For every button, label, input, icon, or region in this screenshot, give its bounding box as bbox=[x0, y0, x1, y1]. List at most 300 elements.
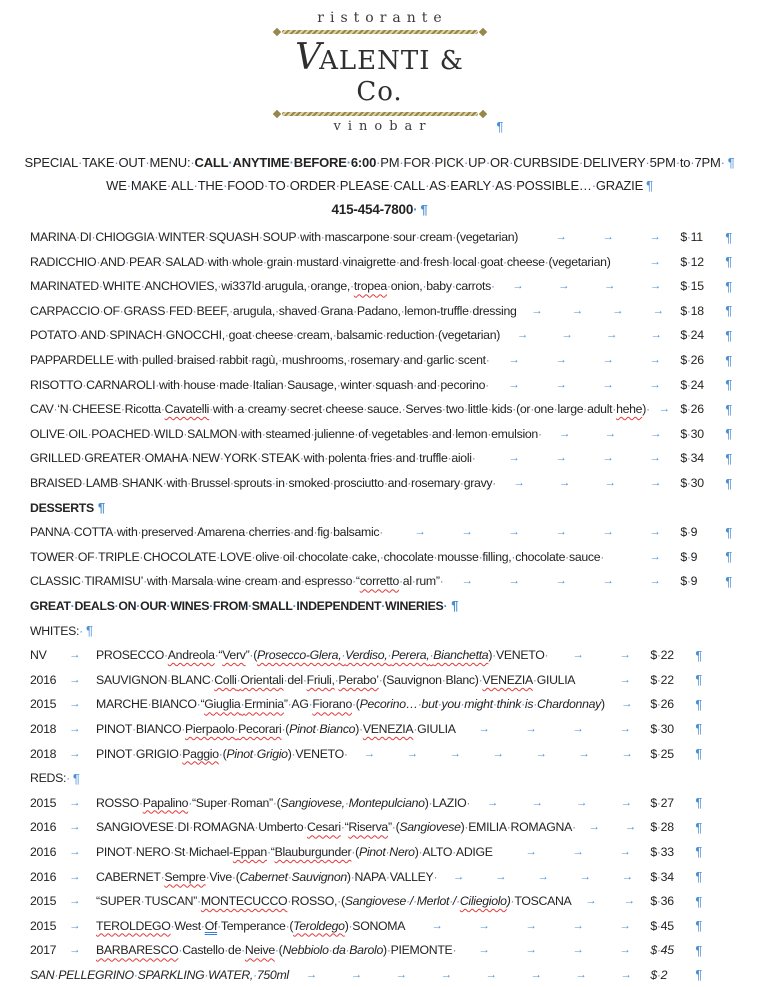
text-segment: ·( bbox=[352, 697, 360, 712]
text-segment: )·NAPA·VALLEY· bbox=[346, 869, 438, 884]
pilcrow-mark: ¶ bbox=[72, 770, 80, 786]
space-mark: · bbox=[228, 154, 233, 170]
menu-row bbox=[30, 790, 732, 815]
space-mark: · bbox=[340, 820, 345, 835]
space-mark: · bbox=[345, 943, 350, 958]
space-mark: · bbox=[80, 451, 85, 466]
space-mark: · bbox=[350, 869, 355, 884]
text-segment: ·Castello·de· bbox=[178, 943, 245, 958]
logo-vinobar-label: vinobar bbox=[333, 119, 433, 135]
space-mark: · bbox=[204, 967, 209, 982]
tab-mark: → bbox=[649, 280, 661, 293]
space-mark: · bbox=[166, 178, 172, 194]
text-segment: Prosecco-Glera,·Verdiso,·Perera,·Bianchetta bbox=[257, 648, 489, 663]
text-segment: ·GIULIA bbox=[532, 672, 576, 687]
space-mark: · bbox=[434, 328, 439, 343]
space-mark: · bbox=[492, 648, 496, 663]
text-segment: $·30 bbox=[680, 426, 704, 441]
text-segment: Paggio bbox=[182, 746, 219, 761]
tab-mark: → bbox=[530, 968, 542, 981]
space-mark: · bbox=[54, 967, 59, 982]
item-description bbox=[96, 796, 470, 810]
menu-row bbox=[30, 372, 732, 397]
text-segment: $·27 bbox=[650, 795, 674, 810]
space-mark: · bbox=[656, 795, 661, 810]
text-segment: REDS:· bbox=[30, 771, 70, 786]
text-segment: ·( bbox=[281, 721, 290, 736]
text-segment: Sangiovese bbox=[399, 820, 461, 835]
space-mark: · bbox=[492, 476, 497, 491]
text-segment: ·TOSCANA bbox=[510, 894, 572, 909]
menu-row bbox=[30, 692, 732, 717]
space-mark: · bbox=[299, 451, 304, 466]
item-description bbox=[30, 550, 604, 564]
item-description bbox=[30, 574, 443, 588]
text-segment: ”·AG· bbox=[283, 697, 313, 712]
item-description bbox=[96, 648, 548, 662]
space-mark: · bbox=[313, 525, 318, 540]
menu-row bbox=[30, 422, 732, 447]
text-segment: Teroldego bbox=[293, 918, 345, 933]
space-mark: · bbox=[415, 451, 420, 466]
vintage-year: 2016 bbox=[30, 820, 57, 835]
text-segment: $·34 bbox=[680, 451, 704, 466]
space-mark: · bbox=[429, 648, 434, 663]
tab-mark: → bbox=[555, 575, 567, 588]
text-segment: CARPACCIO·OF·GRASS·FED·BEEF,·arugula,·shaved·Grana·Padano,·lemon-truffle·dressing bbox=[30, 303, 517, 318]
space-mark: · bbox=[459, 476, 464, 491]
menu-document bbox=[0, 10, 759, 983]
text-segment: corretto bbox=[359, 574, 399, 589]
space-mark: · bbox=[503, 254, 507, 269]
space-mark: · bbox=[113, 525, 117, 540]
space-mark: · bbox=[720, 154, 725, 170]
space-mark: · bbox=[490, 178, 496, 194]
space-mark: · bbox=[136, 598, 141, 613]
menu-row bbox=[30, 840, 732, 865]
space-mark: · bbox=[178, 746, 183, 761]
space-mark: · bbox=[537, 426, 542, 441]
text-segment: Sangiovese,·Montepulciano bbox=[280, 795, 425, 810]
space-mark: · bbox=[224, 943, 229, 958]
space-mark: · bbox=[120, 402, 125, 417]
menu-row bbox=[30, 397, 732, 422]
space-mark: · bbox=[686, 426, 691, 441]
item-price bbox=[678, 451, 722, 465]
text-segment: $·26 bbox=[680, 353, 704, 368]
text-segment: GREAT·DEALS·ON·OUR·WINES·FROM·SMALL·INDEPENDENT·WINERIES· bbox=[30, 598, 448, 613]
space-mark: · bbox=[170, 918, 175, 933]
space-mark: · bbox=[173, 353, 177, 368]
space-mark: · bbox=[686, 328, 691, 343]
item-description bbox=[30, 378, 489, 392]
text-segment: TEROLDEGO bbox=[96, 918, 171, 933]
pilcrow-mark: ¶ bbox=[725, 524, 732, 540]
space-mark: · bbox=[686, 451, 691, 466]
section-heading bbox=[30, 495, 732, 520]
space-mark: · bbox=[289, 154, 294, 170]
tab-mark: → bbox=[558, 477, 570, 490]
text-segment: ·( bbox=[351, 844, 359, 859]
tab-mark: → bbox=[555, 354, 567, 367]
pilcrow-mark: ¶ bbox=[695, 918, 702, 934]
pilcrow-mark: ¶ bbox=[725, 573, 732, 589]
text-segment: ) bbox=[488, 648, 493, 663]
menu-row bbox=[30, 815, 732, 840]
tab-mark: → bbox=[478, 919, 490, 932]
space-mark: · bbox=[389, 230, 394, 245]
tab-mark: → bbox=[561, 329, 573, 342]
item-price bbox=[648, 894, 692, 908]
text-segment: Pierpaolo·Pecorari bbox=[185, 721, 282, 736]
text-segment: Neive bbox=[244, 943, 275, 958]
space-mark: · bbox=[187, 476, 191, 491]
space-mark: · bbox=[328, 943, 333, 958]
tab-mark: → bbox=[525, 722, 537, 735]
item-description bbox=[30, 427, 542, 441]
space-mark: · bbox=[209, 598, 213, 613]
space-mark: · bbox=[125, 254, 129, 269]
tab-mark: → bbox=[558, 280, 570, 293]
item-price bbox=[648, 673, 692, 687]
menu-row bbox=[30, 864, 732, 889]
menu-row bbox=[30, 274, 732, 299]
item-price bbox=[648, 747, 692, 761]
space-mark: · bbox=[371, 377, 376, 392]
text-segment: ”·( bbox=[245, 648, 257, 663]
tab-mark: → bbox=[531, 796, 543, 809]
space-mark: · bbox=[344, 795, 349, 810]
tab-mark: → bbox=[395, 968, 407, 981]
tab-mark: → bbox=[555, 378, 567, 391]
space-mark: · bbox=[192, 303, 197, 318]
item-description bbox=[96, 673, 575, 687]
space-mark: · bbox=[565, 549, 569, 564]
pilcrow-mark: ¶ bbox=[695, 795, 702, 811]
space-mark: · bbox=[143, 574, 147, 589]
space-mark: · bbox=[656, 844, 661, 859]
text-segment: ·GIULIA bbox=[413, 721, 456, 736]
tab-mark: → bbox=[649, 231, 661, 244]
tab-mark: → bbox=[555, 452, 567, 465]
tab-stops bbox=[383, 526, 678, 538]
space-mark: · bbox=[247, 598, 252, 613]
space-mark: · bbox=[335, 178, 340, 194]
text-segment: 415-454-7800· bbox=[331, 201, 418, 217]
space-mark: · bbox=[506, 820, 511, 835]
text-segment: Pecorino…·but·you·might·think·is·Chardonnay bbox=[359, 697, 601, 712]
tab-mark: → bbox=[621, 870, 633, 883]
text-segment: Of bbox=[204, 918, 218, 933]
space-mark: · bbox=[485, 154, 490, 170]
space-mark: · bbox=[205, 869, 210, 884]
space-mark: · bbox=[302, 672, 307, 687]
text-segment: $·45 bbox=[650, 943, 674, 958]
pilcrow-mark: ¶ bbox=[695, 869, 702, 885]
space-mark: · bbox=[690, 154, 695, 170]
space-mark: · bbox=[138, 795, 143, 810]
pilcrow-mark: ¶ bbox=[725, 278, 732, 294]
space-mark: · bbox=[306, 279, 311, 294]
space-mark: · bbox=[69, 525, 74, 540]
space-mark: · bbox=[399, 154, 404, 170]
item-price bbox=[678, 427, 722, 441]
pilcrow-mark: ¶ bbox=[420, 201, 428, 217]
pilcrow-mark: ¶ bbox=[451, 598, 459, 614]
text-segment: Perabo’ bbox=[338, 672, 379, 687]
space-mark: · bbox=[656, 746, 661, 761]
tab-mark: → bbox=[440, 968, 452, 981]
tab-mark: → bbox=[69, 698, 81, 711]
space-mark: · bbox=[451, 279, 456, 294]
space-mark: · bbox=[512, 178, 517, 194]
space-mark: · bbox=[105, 328, 110, 343]
item-price bbox=[678, 402, 722, 416]
pilcrow-mark: ¶ bbox=[695, 819, 702, 835]
text-segment: SPECIAL·TAKE·OUT·MENU:· bbox=[24, 154, 195, 170]
space-mark: · bbox=[348, 549, 352, 564]
vintage-year: NV bbox=[30, 648, 47, 663]
text-segment: $·9 bbox=[680, 549, 698, 564]
space-mark: · bbox=[379, 549, 384, 564]
space-mark: · bbox=[417, 697, 422, 712]
text-segment: Nebbiolo·da·Barolo bbox=[282, 943, 384, 958]
space-mark: · bbox=[227, 795, 231, 810]
space-mark: · bbox=[181, 721, 186, 736]
text-segment: ·with·a·creamy·secret·cheese·sauce.·Serves·two·little·kids·(or·one·large·adult· bbox=[209, 402, 617, 417]
space-mark: · bbox=[389, 178, 394, 194]
tab-mark: → bbox=[603, 280, 616, 293]
item-price bbox=[648, 870, 692, 884]
space-mark: · bbox=[197, 894, 201, 909]
space-mark: · bbox=[167, 672, 171, 687]
menu-body bbox=[0, 221, 759, 987]
space-mark: · bbox=[418, 844, 423, 859]
space-mark: · bbox=[338, 254, 343, 269]
space-mark: · bbox=[163, 648, 168, 663]
space-mark: · bbox=[600, 549, 605, 564]
intro-line bbox=[0, 150, 759, 174]
text-segment: )·PIEMONTE· bbox=[383, 943, 457, 958]
section-heading bbox=[30, 766, 732, 791]
text-segment: Riserva bbox=[348, 820, 388, 835]
space-mark: · bbox=[533, 697, 537, 712]
space-mark: · bbox=[233, 402, 238, 417]
text-segment: SAUVIGNON·BLANC· bbox=[96, 672, 215, 687]
text-segment: ·“Super·Roman”·( bbox=[188, 795, 281, 810]
space-mark: · bbox=[490, 279, 495, 294]
space-mark: · bbox=[293, 328, 297, 343]
space-mark: · bbox=[400, 303, 405, 318]
space-mark: · bbox=[285, 918, 290, 933]
space-mark: · bbox=[223, 178, 228, 194]
tab-stops bbox=[605, 698, 649, 710]
space-mark: · bbox=[203, 254, 208, 269]
menu-row bbox=[30, 446, 732, 471]
space-mark: · bbox=[94, 549, 99, 564]
pilcrow-mark: ¶ bbox=[695, 647, 702, 663]
tab-mark: → bbox=[508, 526, 520, 539]
menu-row bbox=[30, 717, 732, 742]
space-mark: · bbox=[441, 672, 446, 687]
space-mark: · bbox=[274, 303, 279, 318]
space-mark: · bbox=[137, 525, 142, 540]
space-mark: · bbox=[140, 451, 145, 466]
item-price bbox=[678, 476, 722, 490]
space-mark: · bbox=[277, 574, 282, 589]
pilcrow-mark: ¶ bbox=[695, 967, 702, 983]
space-mark: · bbox=[428, 795, 433, 810]
pilcrow-mark: ¶ bbox=[695, 942, 702, 958]
tab-mark: → bbox=[575, 968, 587, 981]
menu-row bbox=[30, 938, 732, 963]
space-mark: · bbox=[251, 328, 256, 343]
text-segment: WE·MAKE·ALL·THE·FOOD·TO·ORDER·PLEASE·CALL·AS·EARLY·AS·POSSIBLE…·GRAZIE bbox=[106, 178, 644, 194]
tab-mark: → bbox=[508, 575, 520, 588]
space-mark: · bbox=[284, 476, 289, 491]
space-mark: · bbox=[487, 402, 492, 417]
space-mark: · bbox=[381, 598, 386, 613]
tab-mark: → bbox=[649, 378, 661, 391]
pilcrow-mark: ¶ bbox=[725, 426, 732, 442]
item-price bbox=[678, 378, 722, 392]
pilcrow-mark: ¶ bbox=[496, 119, 504, 135]
item-price bbox=[648, 796, 692, 810]
space-mark: · bbox=[385, 844, 390, 859]
text-segment: BARBARESCO bbox=[96, 943, 179, 958]
tab-stops bbox=[500, 329, 678, 341]
vintage-year: 2016 bbox=[30, 672, 57, 687]
space-mark: · bbox=[292, 254, 297, 269]
space-mark: · bbox=[215, 377, 220, 392]
space-mark: · bbox=[167, 574, 172, 589]
space-mark: · bbox=[464, 820, 469, 835]
space-mark: · bbox=[188, 795, 192, 810]
text-segment: $·2 bbox=[650, 967, 668, 982]
text-segment: $·12 bbox=[680, 254, 704, 269]
text-segment: $·45 bbox=[650, 918, 674, 933]
space-mark: · bbox=[228, 254, 233, 269]
space-mark: · bbox=[281, 721, 286, 736]
space-mark: · bbox=[460, 697, 465, 712]
item-description bbox=[96, 870, 437, 884]
tab-mark: → bbox=[508, 452, 520, 465]
space-mark: · bbox=[379, 525, 384, 540]
text-segment: CAV·‘N·CHEESE·Ricotta· bbox=[30, 402, 165, 417]
space-mark: · bbox=[512, 402, 517, 417]
space-mark: · bbox=[300, 574, 305, 589]
space-mark: · bbox=[261, 426, 266, 441]
text-segment: ”·( bbox=[387, 820, 400, 835]
space-mark: · bbox=[196, 697, 201, 712]
space-mark: · bbox=[91, 230, 96, 245]
space-mark: · bbox=[193, 178, 198, 194]
space-mark: · bbox=[415, 230, 420, 245]
space-mark: · bbox=[215, 353, 219, 368]
space-mark: · bbox=[258, 230, 263, 245]
text-segment: )· bbox=[642, 402, 650, 417]
text-segment: $·9 bbox=[680, 574, 698, 589]
tab-mark: → bbox=[649, 550, 661, 563]
intro-line bbox=[0, 174, 759, 198]
space-mark: · bbox=[287, 894, 292, 909]
brand-name-rest: ALENTI & Co. bbox=[319, 46, 464, 108]
space-mark: · bbox=[231, 869, 236, 884]
text-segment: ·( bbox=[218, 746, 227, 761]
space-mark: · bbox=[283, 672, 288, 687]
space-mark: · bbox=[204, 230, 209, 245]
space-mark: · bbox=[422, 279, 427, 294]
item-description bbox=[96, 845, 493, 859]
item-description bbox=[96, 943, 456, 957]
tab-mark: → bbox=[649, 427, 662, 440]
space-mark: · bbox=[464, 154, 469, 170]
restaurant-logo bbox=[274, 10, 504, 135]
text-segment: ·del· bbox=[283, 672, 307, 687]
space-mark: · bbox=[478, 672, 483, 687]
brand-initial: V bbox=[295, 37, 323, 78]
space-mark: · bbox=[188, 451, 192, 466]
menu-row bbox=[30, 667, 732, 692]
space-mark: · bbox=[162, 476, 167, 491]
space-mark: · bbox=[229, 303, 233, 318]
space-mark: · bbox=[399, 574, 403, 589]
space-mark: · bbox=[452, 943, 457, 958]
space-mark: · bbox=[686, 254, 691, 269]
text-segment: $·28 bbox=[650, 820, 674, 835]
space-mark: · bbox=[466, 795, 471, 810]
tab-mark: → bbox=[69, 722, 81, 735]
tab-mark: → bbox=[658, 403, 670, 416]
tab-mark: → bbox=[537, 870, 549, 883]
item-price bbox=[648, 845, 692, 859]
space-mark: · bbox=[439, 574, 444, 589]
space-mark: · bbox=[53, 402, 58, 417]
space-mark: · bbox=[411, 574, 416, 589]
text-segment: Pinot·Grigio bbox=[226, 746, 288, 761]
tab-mark: → bbox=[571, 304, 583, 317]
text-segment: )·ALTO·ADIGE bbox=[414, 844, 493, 859]
text-segment: Eppan bbox=[232, 844, 267, 859]
vintage-year: 2015 bbox=[30, 795, 57, 810]
tab-mark: → bbox=[572, 944, 584, 957]
pilcrow-mark: ¶ bbox=[725, 450, 732, 466]
space-mark: · bbox=[686, 402, 691, 417]
space-mark: · bbox=[257, 451, 261, 466]
space-mark: · bbox=[290, 525, 294, 540]
text-segment: VENEZIA bbox=[482, 672, 533, 687]
space-mark: · bbox=[422, 353, 427, 368]
space-mark: · bbox=[78, 154, 83, 170]
space-mark: · bbox=[646, 402, 650, 417]
space-mark: · bbox=[173, 820, 178, 835]
vintage-year: 2015 bbox=[30, 918, 57, 933]
space-mark: · bbox=[193, 525, 198, 540]
pilcrow-mark: ¶ bbox=[727, 154, 735, 170]
space-mark: · bbox=[70, 598, 75, 613]
text-segment: $·30 bbox=[650, 721, 674, 736]
tab-mark: → bbox=[69, 821, 81, 834]
text-segment: PAPPARDELLE·with·pulled·braised·rabbit·ragù,·mushrooms,·rosemary·and·garlic·scent· bbox=[30, 353, 490, 368]
item-price bbox=[648, 968, 692, 982]
space-mark: · bbox=[253, 967, 257, 982]
item-price bbox=[648, 919, 692, 933]
space-mark: · bbox=[81, 476, 86, 491]
tab-mark: → bbox=[621, 747, 633, 760]
space-mark: · bbox=[99, 303, 104, 318]
space-mark: · bbox=[686, 549, 691, 564]
menu-row bbox=[30, 545, 732, 570]
